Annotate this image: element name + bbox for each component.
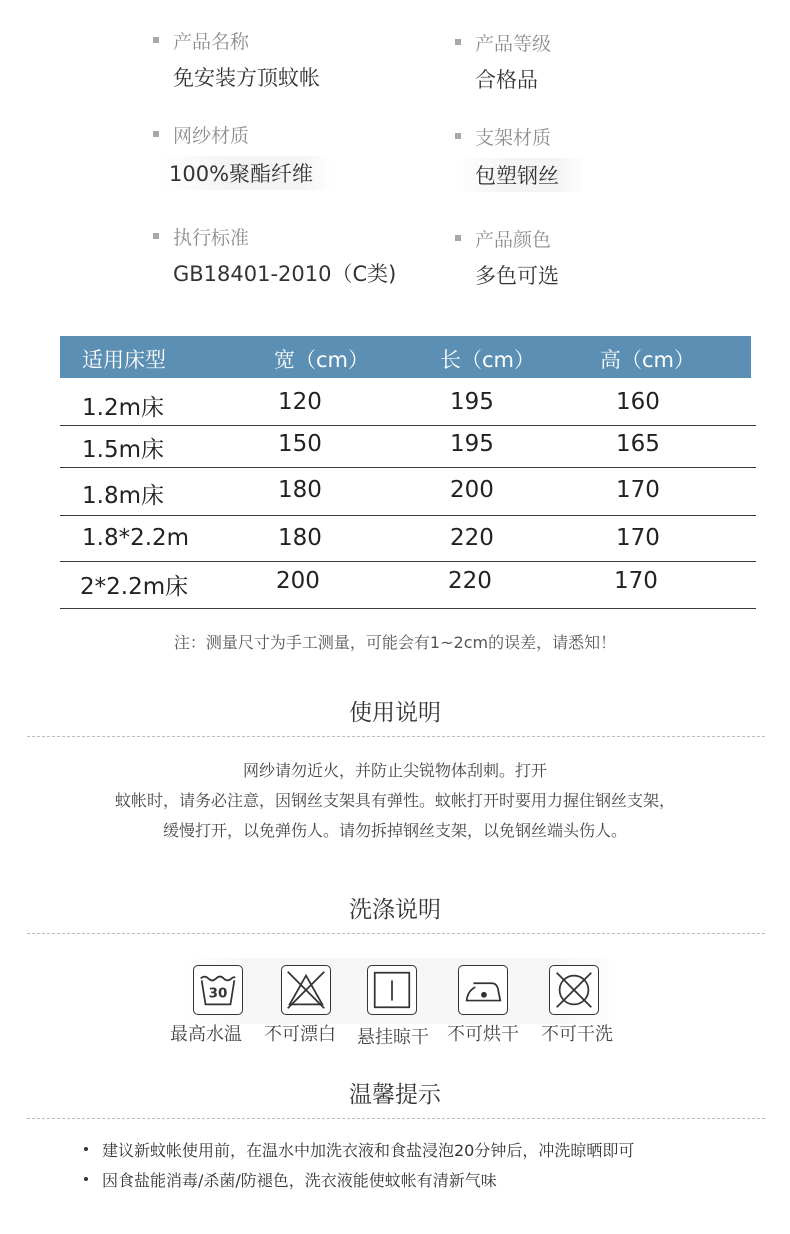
table-row: [60, 378, 756, 426]
tip-item: [84, 1164, 634, 1194]
size-table: [60, 336, 756, 609]
divider: [27, 933, 765, 934]
tip-text: 建议新蚊帐使用前，在温水中加洗衣液和食盐浸泡20分钟后，冲洗晾晒即可: [102, 1140, 635, 1160]
tips-title: 温馨提示: [349, 1082, 441, 1108]
cell-length: 200: [450, 477, 494, 503]
header-bed-type: 适用床型: [82, 348, 166, 372]
usage-line: 缓慢打开，以免弹伤人。请勿拆掉钢丝支架，以免钢丝端头伤人。: [162, 821, 627, 840]
info-label: 执行标准: [173, 226, 250, 249]
header-width: 宽（cm）: [274, 348, 370, 372]
cell-height: 170: [614, 568, 658, 594]
hang-dry-icon: [367, 965, 417, 1015]
cell-bed-type: 2*2.2m床: [80, 574, 189, 600]
cell-height: 165: [616, 431, 660, 457]
info-value: 免安装方顶蚊帐: [173, 66, 320, 90]
info-label: 网纱材质: [173, 124, 250, 147]
info-label: 产品等级: [475, 32, 552, 55]
bullet-icon: [153, 37, 159, 43]
no-tumble-dry-icon: [458, 965, 508, 1015]
info-product-name: [153, 28, 320, 92]
info-mesh-material: [153, 122, 333, 190]
cell-length: 195: [450, 431, 494, 457]
bullet-icon: [455, 235, 461, 241]
cell-bed-type: 1.8*2.2m: [82, 525, 190, 551]
info-color: [455, 226, 559, 290]
usage-title: 使用说明: [349, 700, 441, 726]
tips-list: [84, 1134, 634, 1194]
cell-width: 200: [276, 568, 320, 594]
wash-temperature: 30: [208, 986, 228, 1002]
info-value: 包塑钢丝: [455, 158, 585, 192]
cell-height: 170: [616, 525, 660, 551]
info-value: GB18401-2010（C类): [173, 262, 397, 286]
cell-width: 120: [278, 389, 322, 415]
info-value: 多色可选: [475, 264, 559, 288]
cell-length: 195: [450, 389, 494, 415]
cell-bed-type: 1.5m床: [82, 437, 164, 463]
tip-item: [84, 1134, 634, 1164]
cell-bed-type: 1.2m床: [82, 395, 164, 421]
divider: [27, 1118, 765, 1119]
usage-line: 蚊帐时，请务必注意，因钢丝支架具有弹性。蚊帐打开时要用力握住钢丝支架，: [114, 791, 675, 810]
table-row: [60, 562, 756, 609]
info-frame-material: [455, 124, 585, 192]
wash-label: 不可烘干: [447, 1024, 519, 1045]
table-row: [60, 516, 756, 562]
info-label: 支架材质: [475, 126, 552, 149]
cell-length: 220: [448, 568, 492, 594]
table-row: [60, 426, 756, 468]
info-product-grade: [455, 30, 551, 94]
info-value: 合格品: [475, 68, 538, 92]
cell-width: 150: [278, 431, 322, 457]
wash-30-icon: [193, 965, 243, 1015]
bullet-icon: [153, 131, 159, 137]
info-label: 产品颜色: [475, 228, 552, 251]
bullet-icon: [455, 39, 461, 45]
cell-height: 160: [616, 389, 660, 415]
wash-label: 悬挂晾干: [357, 1027, 429, 1048]
tip-text: 因食盐能消毒/杀菌/防褪色，洗衣液能使蚊帐有清新气味: [102, 1170, 497, 1190]
usage-text: [0, 756, 790, 846]
bullet-icon: [84, 1147, 88, 1151]
washing-title: 洗涤说明: [349, 897, 441, 923]
header-length: 长（cm）: [440, 348, 536, 372]
bullet-icon: [455, 133, 461, 139]
bullet-icon: [153, 233, 159, 239]
header-height: 高（cm）: [600, 348, 696, 372]
wash-label: 不可干洗: [541, 1024, 613, 1045]
wash-label: 不可漂白: [264, 1024, 336, 1045]
info-label: 产品名称: [173, 30, 250, 53]
no-bleach-icon: [281, 965, 331, 1015]
cell-bed-type: 1.8m床: [82, 483, 164, 509]
table-note: 注：测量尺寸为手工测量，可能会有1~2cm的误差，请悉知！: [173, 633, 617, 652]
usage-line: 网纱请勿近火，并防止尖锐物体刮刺。打开: [242, 761, 547, 780]
info-value: 100%聚酯纤维: [161, 156, 333, 190]
table-header: [60, 336, 751, 378]
bullet-icon: [84, 1177, 88, 1181]
table-row: [60, 468, 756, 516]
no-dry-clean-icon: [549, 965, 599, 1015]
cell-width: 180: [278, 477, 322, 503]
divider: [27, 736, 765, 737]
wash-label: 最高水温: [170, 1024, 242, 1045]
info-standard: [153, 224, 396, 288]
cell-length: 220: [450, 525, 494, 551]
cell-height: 170: [616, 477, 660, 503]
cell-width: 180: [278, 525, 322, 551]
